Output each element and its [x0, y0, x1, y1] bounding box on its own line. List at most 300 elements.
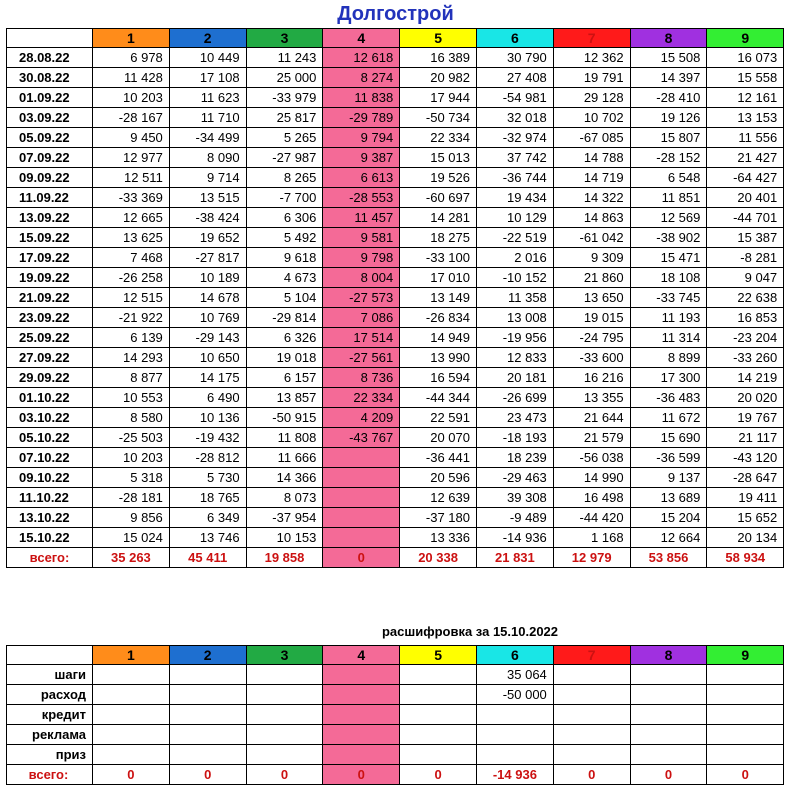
- value-cell: [323, 468, 400, 488]
- value-cell: -33 979: [246, 88, 323, 108]
- value-cell: 8 090: [169, 148, 246, 168]
- value-cell: 13 336: [400, 528, 477, 548]
- main-column-header-9: 9: [707, 29, 784, 48]
- breakdown-value-cell: [93, 665, 170, 685]
- value-cell: 20 134: [707, 528, 784, 548]
- breakdown-value-cell: [169, 665, 246, 685]
- value-cell: 2 016: [476, 248, 553, 268]
- main-column-header-2: 2: [169, 29, 246, 48]
- value-cell: 13 355: [553, 388, 630, 408]
- value-cell: -29 789: [323, 108, 400, 128]
- row-date: 09.09.22: [7, 168, 93, 188]
- breakdown-value-cell: [476, 705, 553, 725]
- value-cell: -32 974: [476, 128, 553, 148]
- value-cell: 9 798: [323, 248, 400, 268]
- value-cell: 18 765: [169, 488, 246, 508]
- value-cell: 5 492: [246, 228, 323, 248]
- value-cell: -18 193: [476, 428, 553, 448]
- results-table: [6, 28, 784, 568]
- value-cell: 16 853: [707, 308, 784, 328]
- value-cell: 20 181: [476, 368, 553, 388]
- row-date: 03.10.22: [7, 408, 93, 428]
- value-cell: 9 714: [169, 168, 246, 188]
- value-cell: 12 833: [476, 348, 553, 368]
- value-cell: -50 915: [246, 408, 323, 428]
- table-row: [7, 228, 784, 248]
- breakdown-value-cell: [169, 685, 246, 705]
- value-cell: 10 702: [553, 108, 630, 128]
- value-cell: 22 638: [707, 288, 784, 308]
- value-cell: 5 265: [246, 128, 323, 148]
- breakdown-value-cell: [323, 745, 400, 765]
- value-cell: 20 401: [707, 188, 784, 208]
- breakdown-value-cell: [246, 725, 323, 745]
- breakdown-total-cell: 0: [400, 765, 477, 785]
- value-cell: 19 791: [553, 68, 630, 88]
- main-column-header-3: 3: [246, 29, 323, 48]
- value-cell: 19 434: [476, 188, 553, 208]
- value-cell: -33 260: [707, 348, 784, 368]
- value-cell: 16 594: [400, 368, 477, 388]
- row-date: 05.10.22: [7, 428, 93, 448]
- breakdown-row: [7, 685, 784, 705]
- value-cell: -27 987: [246, 148, 323, 168]
- value-cell: 19 015: [553, 308, 630, 328]
- breakdown-value-cell: [707, 745, 784, 765]
- value-cell: 10 769: [169, 308, 246, 328]
- breakdown-total-cell: 0: [93, 765, 170, 785]
- breakdown-value-cell: [553, 685, 630, 705]
- value-cell: 11 672: [630, 408, 707, 428]
- breakdown-value-cell: [246, 745, 323, 765]
- breakdown-table: [6, 645, 784, 785]
- value-cell: 25 817: [246, 108, 323, 128]
- value-cell: 15 024: [93, 528, 170, 548]
- table-row: [7, 128, 784, 148]
- breakdown-value-cell: 35 064: [476, 665, 553, 685]
- value-cell: 30 790: [476, 48, 553, 68]
- breakdown-column-header-9: 9: [707, 646, 784, 665]
- value-cell: -9 489: [476, 508, 553, 528]
- value-cell: [323, 448, 400, 468]
- main-column-header-1: 1: [93, 29, 170, 48]
- value-cell: -36 441: [400, 448, 477, 468]
- value-cell: 13 746: [169, 528, 246, 548]
- value-cell: 9 450: [93, 128, 170, 148]
- value-cell: 10 189: [169, 268, 246, 288]
- total-cell: 0: [323, 548, 400, 568]
- breakdown-total-cell: 0: [630, 765, 707, 785]
- breakdown-column-header-6: 6: [476, 646, 553, 665]
- value-cell: 14 366: [246, 468, 323, 488]
- value-cell: -27 561: [323, 348, 400, 368]
- breakdown-value-cell: [707, 665, 784, 685]
- table-row: [7, 448, 784, 468]
- value-cell: 18 275: [400, 228, 477, 248]
- total-cell: 20 338: [400, 548, 477, 568]
- value-cell: 17 514: [323, 328, 400, 348]
- total-cell: 21 831: [476, 548, 553, 568]
- breakdown-value-cell: [400, 725, 477, 745]
- value-cell: 13 008: [476, 308, 553, 328]
- value-cell: 6 349: [169, 508, 246, 528]
- value-cell: -24 795: [553, 328, 630, 348]
- value-cell: 16 498: [553, 488, 630, 508]
- value-cell: 14 788: [553, 148, 630, 168]
- value-cell: 25 000: [246, 68, 323, 88]
- breakdown-value-cell: [93, 705, 170, 725]
- row-date: 27.09.22: [7, 348, 93, 368]
- row-date: 09.10.22: [7, 468, 93, 488]
- value-cell: 13 625: [93, 228, 170, 248]
- breakdown-value-cell: [630, 705, 707, 725]
- value-cell: 11 314: [630, 328, 707, 348]
- value-cell: 11 710: [169, 108, 246, 128]
- value-cell: -21 922: [93, 308, 170, 328]
- value-cell: 8 580: [93, 408, 170, 428]
- value-cell: 10 650: [169, 348, 246, 368]
- value-cell: 21 427: [707, 148, 784, 168]
- breakdown-title: расшифровка за 15.10.2022: [381, 624, 559, 639]
- value-cell: 39 308: [476, 488, 553, 508]
- table-row: [7, 208, 784, 228]
- value-cell: 12 977: [93, 148, 170, 168]
- value-cell: 6 306: [246, 208, 323, 228]
- breakdown-label: кредит: [7, 705, 93, 725]
- value-cell: -8 281: [707, 248, 784, 268]
- table-row: [7, 508, 784, 528]
- value-cell: 11 666: [246, 448, 323, 468]
- value-cell: 8 004: [323, 268, 400, 288]
- value-cell: 21 579: [553, 428, 630, 448]
- value-cell: 11 243: [246, 48, 323, 68]
- breakdown-total-cell: 0: [553, 765, 630, 785]
- value-cell: 22 591: [400, 408, 477, 428]
- table-row: [7, 308, 784, 328]
- breakdown-total-cell: 0: [323, 765, 400, 785]
- breakdown-value-cell: [476, 725, 553, 745]
- table-row: [7, 48, 784, 68]
- value-cell: 6 157: [246, 368, 323, 388]
- breakdown-value-cell: [93, 725, 170, 745]
- value-cell: 9 309: [553, 248, 630, 268]
- table-row: [7, 108, 784, 128]
- row-date: 11.10.22: [7, 488, 93, 508]
- main-corner-cell: [7, 29, 93, 48]
- value-cell: 17 944: [400, 88, 477, 108]
- breakdown-value-cell: [553, 705, 630, 725]
- table-row: [7, 428, 784, 448]
- value-cell: 37 742: [476, 148, 553, 168]
- breakdown-value-cell: [246, 685, 323, 705]
- value-cell: -26 258: [93, 268, 170, 288]
- value-cell: 14 719: [553, 168, 630, 188]
- value-cell: 14 219: [707, 368, 784, 388]
- value-cell: [323, 488, 400, 508]
- value-cell: 7 086: [323, 308, 400, 328]
- value-cell: 10 553: [93, 388, 170, 408]
- value-cell: -27 573: [323, 288, 400, 308]
- breakdown-value-cell: [707, 705, 784, 725]
- value-cell: 19 411: [707, 488, 784, 508]
- breakdown-row: [7, 705, 784, 725]
- breakdown-total-cell: 0: [707, 765, 784, 785]
- value-cell: 11 428: [93, 68, 170, 88]
- breakdown-value-cell: [169, 705, 246, 725]
- value-cell: 15 558: [707, 68, 784, 88]
- main-column-header-7: 7: [553, 29, 630, 48]
- row-date: 01.10.22: [7, 388, 93, 408]
- value-cell: -23 204: [707, 328, 784, 348]
- breakdown-column-header-5: 5: [400, 646, 477, 665]
- breakdown-value-cell: [323, 725, 400, 745]
- value-cell: 8 274: [323, 68, 400, 88]
- table-row: [7, 268, 784, 288]
- value-cell: 11 556: [707, 128, 784, 148]
- totals-row: [7, 548, 784, 568]
- value-cell: 6 548: [630, 168, 707, 188]
- value-cell: -56 038: [553, 448, 630, 468]
- breakdown-value-cell: [400, 685, 477, 705]
- value-cell: -26 834: [400, 308, 477, 328]
- breakdown-header-row: [7, 646, 784, 665]
- value-cell: -29 463: [476, 468, 553, 488]
- value-cell: 13 515: [169, 188, 246, 208]
- value-cell: 11 457: [323, 208, 400, 228]
- breakdown-totals-label: всего:: [7, 765, 93, 785]
- table-row: [7, 288, 784, 308]
- table-row: [7, 328, 784, 348]
- breakdown-column-header-3: 3: [246, 646, 323, 665]
- table-row: [7, 488, 784, 508]
- value-cell: 15 508: [630, 48, 707, 68]
- total-cell: 58 934: [707, 548, 784, 568]
- value-cell: -50 734: [400, 108, 477, 128]
- value-cell: -64 427: [707, 168, 784, 188]
- value-cell: 8 877: [93, 368, 170, 388]
- value-cell: 23 473: [476, 408, 553, 428]
- breakdown-column-header-2: 2: [169, 646, 246, 665]
- breakdown-value-cell: -50 000: [476, 685, 553, 705]
- breakdown-totals-row: [7, 765, 784, 785]
- value-cell: 11 193: [630, 308, 707, 328]
- table-row: [7, 368, 784, 388]
- value-cell: 9 137: [630, 468, 707, 488]
- value-cell: 14 322: [553, 188, 630, 208]
- table-row: [7, 168, 784, 188]
- value-cell: 19 126: [630, 108, 707, 128]
- row-date: 17.09.22: [7, 248, 93, 268]
- breakdown-total-cell: 0: [169, 765, 246, 785]
- value-cell: 15 807: [630, 128, 707, 148]
- value-cell: 20 070: [400, 428, 477, 448]
- value-cell: -36 744: [476, 168, 553, 188]
- value-cell: 8 899: [630, 348, 707, 368]
- value-cell: -19 432: [169, 428, 246, 448]
- value-cell: 11 808: [246, 428, 323, 448]
- value-cell: 9 047: [707, 268, 784, 288]
- value-cell: -33 369: [93, 188, 170, 208]
- row-date: 13.10.22: [7, 508, 93, 528]
- value-cell: -36 483: [630, 388, 707, 408]
- row-date: 13.09.22: [7, 208, 93, 228]
- value-cell: 1 168: [553, 528, 630, 548]
- value-cell: 15 652: [707, 508, 784, 528]
- breakdown-value-cell: [169, 745, 246, 765]
- row-date: 05.09.22: [7, 128, 93, 148]
- value-cell: 6 326: [246, 328, 323, 348]
- value-cell: -7 700: [246, 188, 323, 208]
- value-cell: 11 623: [169, 88, 246, 108]
- breakdown-row: [7, 665, 784, 685]
- value-cell: -37 180: [400, 508, 477, 528]
- total-cell: 19 858: [246, 548, 323, 568]
- breakdown-value-cell: [707, 685, 784, 705]
- row-date: 03.09.22: [7, 108, 93, 128]
- row-date: 23.09.22: [7, 308, 93, 328]
- value-cell: 13 990: [400, 348, 477, 368]
- breakdown-value-cell: [400, 745, 477, 765]
- value-cell: 32 018: [476, 108, 553, 128]
- value-cell: -28 152: [630, 148, 707, 168]
- breakdown-value-cell: [93, 745, 170, 765]
- value-cell: 13 689: [630, 488, 707, 508]
- value-cell: 14 175: [169, 368, 246, 388]
- value-cell: 9 581: [323, 228, 400, 248]
- value-cell: 14 990: [553, 468, 630, 488]
- breakdown-value-cell: [323, 705, 400, 725]
- breakdown-total-cell: -14 936: [476, 765, 553, 785]
- value-cell: 9 618: [246, 248, 323, 268]
- main-column-header-5: 5: [400, 29, 477, 48]
- value-cell: -43 767: [323, 428, 400, 448]
- breakdown-value-cell: [630, 665, 707, 685]
- value-cell: -29 143: [169, 328, 246, 348]
- value-cell: -44 344: [400, 388, 477, 408]
- value-cell: 9 387: [323, 148, 400, 168]
- main-column-header-4: 4: [323, 29, 400, 48]
- value-cell: 9 856: [93, 508, 170, 528]
- value-cell: 11 851: [630, 188, 707, 208]
- value-cell: -44 701: [707, 208, 784, 228]
- value-cell: -14 936: [476, 528, 553, 548]
- value-cell: 12 515: [93, 288, 170, 308]
- value-cell: 6 490: [169, 388, 246, 408]
- value-cell: 12 618: [323, 48, 400, 68]
- value-cell: 29 128: [553, 88, 630, 108]
- table-row: [7, 68, 784, 88]
- breakdown-total-cell: 0: [246, 765, 323, 785]
- value-cell: 16 073: [707, 48, 784, 68]
- breakdown-value-cell: [323, 665, 400, 685]
- breakdown-value-cell: [630, 745, 707, 765]
- breakdown-row: [7, 725, 784, 745]
- table-row: [7, 528, 784, 548]
- value-cell: -67 085: [553, 128, 630, 148]
- value-cell: 17 108: [169, 68, 246, 88]
- value-cell: 16 216: [553, 368, 630, 388]
- value-cell: 4 673: [246, 268, 323, 288]
- table-row: [7, 468, 784, 488]
- breakdown-label: реклама: [7, 725, 93, 745]
- value-cell: -25 503: [93, 428, 170, 448]
- value-cell: -33 100: [400, 248, 477, 268]
- breakdown-corner-cell: [7, 646, 93, 665]
- table-row: [7, 88, 784, 108]
- value-cell: -27 817: [169, 248, 246, 268]
- value-cell: [323, 508, 400, 528]
- row-date: 15.09.22: [7, 228, 93, 248]
- row-date: 30.08.22: [7, 68, 93, 88]
- value-cell: 14 281: [400, 208, 477, 228]
- value-cell: -60 697: [400, 188, 477, 208]
- breakdown-value-cell: [246, 705, 323, 725]
- table-row: [7, 408, 784, 428]
- table-row: [7, 148, 784, 168]
- value-cell: 8 736: [323, 368, 400, 388]
- value-cell: 21 644: [553, 408, 630, 428]
- value-cell: -36 599: [630, 448, 707, 468]
- value-cell: -29 814: [246, 308, 323, 328]
- breakdown-value-cell: [630, 725, 707, 745]
- main-column-header-8: 8: [630, 29, 707, 48]
- row-date: 01.09.22: [7, 88, 93, 108]
- value-cell: 6 613: [323, 168, 400, 188]
- breakdown-value-cell: [400, 665, 477, 685]
- value-cell: 15 387: [707, 228, 784, 248]
- value-cell: 12 362: [553, 48, 630, 68]
- value-cell: 19 767: [707, 408, 784, 428]
- value-cell: 14 678: [169, 288, 246, 308]
- value-cell: 11 838: [323, 88, 400, 108]
- breakdown-value-cell: [323, 685, 400, 705]
- breakdown-column-header-7: 7: [553, 646, 630, 665]
- value-cell: 14 293: [93, 348, 170, 368]
- value-cell: 19 652: [169, 228, 246, 248]
- value-cell: 12 639: [400, 488, 477, 508]
- total-cell: 53 856: [630, 548, 707, 568]
- value-cell: -38 902: [630, 228, 707, 248]
- value-cell: 12 664: [630, 528, 707, 548]
- value-cell: 16 389: [400, 48, 477, 68]
- table-row: [7, 188, 784, 208]
- breakdown-label: расход: [7, 685, 93, 705]
- breakdown-value-cell: [246, 665, 323, 685]
- value-cell: 15 471: [630, 248, 707, 268]
- breakdown-column-header-4: 4: [323, 646, 400, 665]
- table-row: [7, 248, 784, 268]
- value-cell: -28 167: [93, 108, 170, 128]
- breakdown-column-header-1: 1: [93, 646, 170, 665]
- value-cell: 10 203: [93, 88, 170, 108]
- value-cell: 10 449: [169, 48, 246, 68]
- value-cell: 12 665: [93, 208, 170, 228]
- row-date: 21.09.22: [7, 288, 93, 308]
- value-cell: -38 424: [169, 208, 246, 228]
- breakdown-label: шаги: [7, 665, 93, 685]
- row-date: 07.10.22: [7, 448, 93, 468]
- main-column-header-6: 6: [476, 29, 553, 48]
- row-date: 11.09.22: [7, 188, 93, 208]
- value-cell: 12 569: [630, 208, 707, 228]
- value-cell: 6 139: [93, 328, 170, 348]
- value-cell: 7 468: [93, 248, 170, 268]
- value-cell: 17 300: [630, 368, 707, 388]
- value-cell: 8 073: [246, 488, 323, 508]
- value-cell: 15 013: [400, 148, 477, 168]
- value-cell: 9 794: [323, 128, 400, 148]
- value-cell: 5 104: [246, 288, 323, 308]
